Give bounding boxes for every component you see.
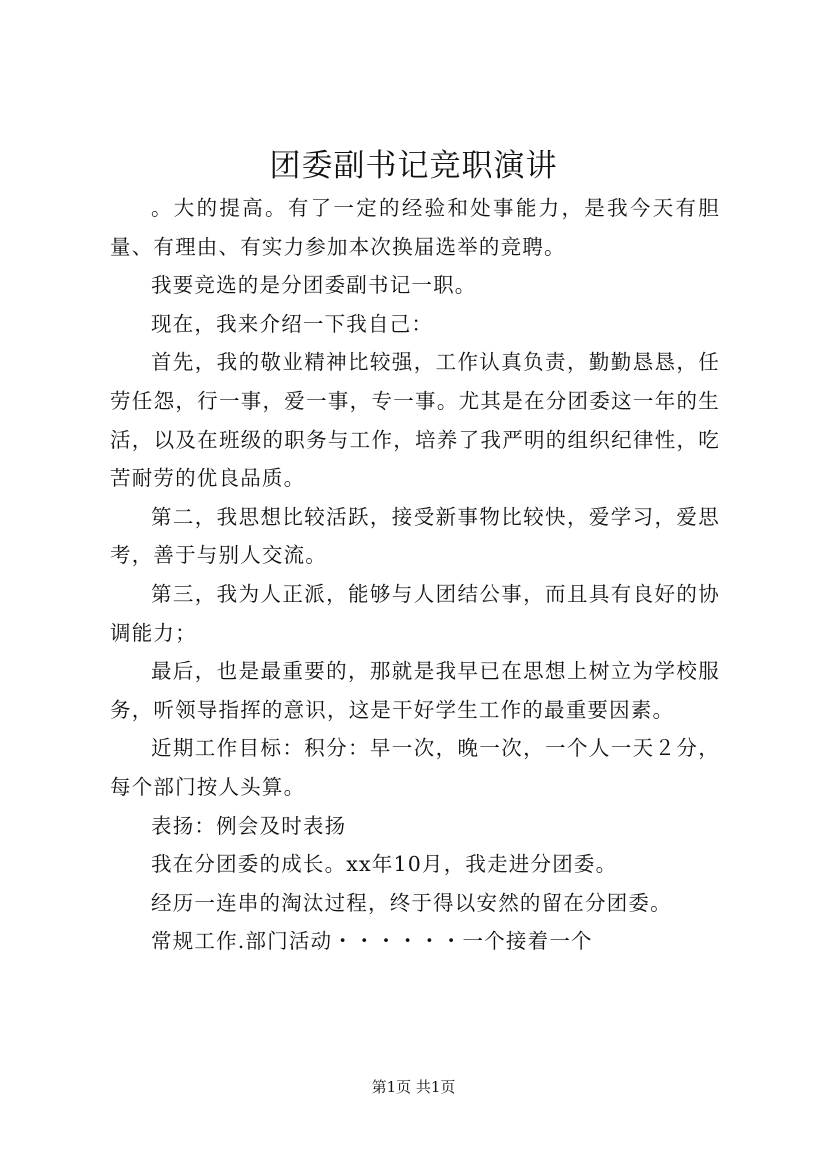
page-number-footer: 第1页 共1页 xyxy=(371,1078,456,1096)
document-title: 团委副书记竞职演讲 xyxy=(269,148,558,184)
paragraph: 我要竞选的是分团委副书记一职。 xyxy=(151,273,477,298)
paragraph: 现在，我来介绍一下我自己： xyxy=(151,311,434,336)
paragraph: 第三，我为人正派，能够与人团结公事，而且具有良好的协调能力； xyxy=(110,581,720,645)
document-body xyxy=(110,189,720,961)
paragraph: 经历一连串的淘汰过程，终于得以安然的留在分团委。 xyxy=(151,890,672,915)
paragraph: 表扬：例会及时表扬 xyxy=(151,813,347,838)
paragraph: 首先，我的敬业精神比较强，工作认真负责，勤勤恳恳，任劳任怨，行一事，爱一事，专一事。尤其是在分团委这一年的生活，以及在班级的职务与工作，培养了我严明的组织纪律性，吃苦耐劳的优良品质。 xyxy=(110,350,720,491)
paragraph: 常规工作.部门活动・・・・・・一个接着一个 xyxy=(151,929,593,954)
paragraph: 第二，我思想比较活跃，接受新事物比较快，爱学习，爱思考，善于与别人交流。 xyxy=(110,504,720,568)
paragraph: 最后，也是最重要的，那就是我早已在思想上树立为学校服务，听领导指挥的意识，这是干好学生工作的最重要因素。 xyxy=(110,659,720,722)
paragraph: 近期工作目标：积分：早一次，晚一次，一个人一天２分，每个部门按人头算。 xyxy=(110,736,720,799)
paragraph: 我在分团委的成长。xx年10月，我走进分团委。 xyxy=(151,852,618,877)
paragraph: 。大的提高。有了一定的经验和处事能力，是我今天有胆量、有理由、有实力参加本次换届选举的竞聘。 xyxy=(110,196,720,259)
